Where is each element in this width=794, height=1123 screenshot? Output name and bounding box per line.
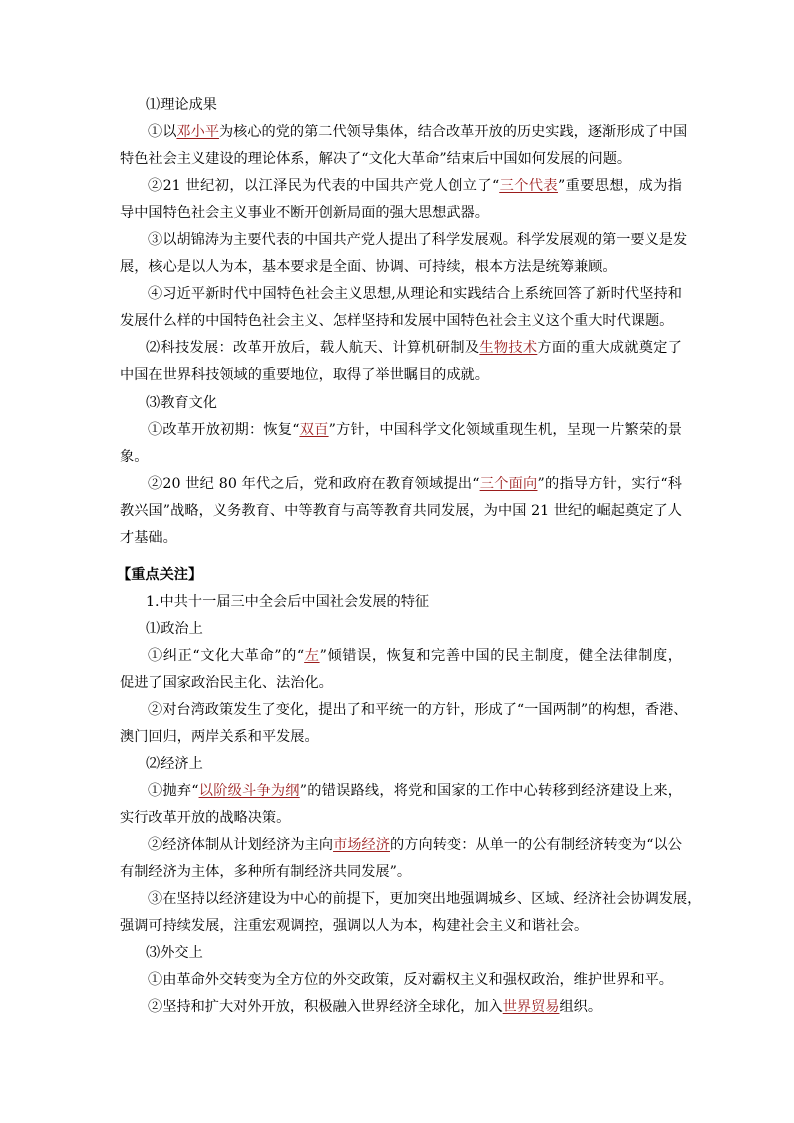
paragraph-line: ④习近平新时代中国特色社会主义思想,从理论和实践结合上系统回答了新时代坚持和 [148, 286, 682, 302]
paragraph-line: ①改革开放初期：恢复“双百”方针，中国科学文化领域重现生机，呈现一片繁荣的景 [148, 422, 682, 438]
heading-theory-achievements: ⑴理论成果 [146, 97, 217, 113]
paragraph-line: ②20 世纪 80 年代之后，党和政府在教育领域提出“三个面向”的指导方针，实行“科 [148, 476, 682, 492]
paragraph-line: ①抛弃“以阶级斗争为纲”的错误路线，将党和国家的工作中心转移到经济建设上来， [148, 783, 682, 799]
link-world-trade[interactable]: 世界贸易 [502, 999, 560, 1015]
paragraph-line: ①以邓小平为核心的党的第二代领导集体，结合改革开放的历史实践，逐渐形成了中国 [148, 124, 688, 140]
paragraph-line: 澳门回归，两岸关系和平发展。 [120, 729, 319, 745]
link-three-orientations[interactable]: 三个面向 [479, 476, 538, 492]
paragraph-line: ①纠正“文化大革命”的“左”倾错误，恢复和完善中国的民主制度，健全法律制度， [148, 648, 682, 664]
paragraph-line: 教兴国”战略，义务教育、中等教育与高等教育共同发展，为中国 21 世纪的崛起奠定了人 [120, 503, 682, 519]
paragraph-line: ③以胡锦涛为主要代表的中国共产党人提出了科学发展观。科学发展观的第一要义是发 [148, 232, 688, 248]
heading-education-culture: ⑶教育文化 [146, 395, 217, 411]
paragraph-line: 实行改革开放的战略决策。 [120, 810, 291, 826]
paragraph-line: ②对台湾政策发生了变化，提出了和平统一的方针，形成了“一国两制”的构想，香港、 [148, 702, 688, 718]
paragraph-line: ③在坚持以经济建设为中心的前提下，更加突出地强调城乡、区域、经济社会协调发展， [148, 891, 702, 907]
paragraph-line: ②经济体制从计划经济为主向市场经济的方向转变：从单一的公有制经济转变为“以公 [148, 837, 682, 853]
paragraph-line: 强调可持续发展，注重宏观调控，强调以人为本，构建社会主义和谐社会。 [120, 918, 589, 934]
link-deng-xiaoping[interactable]: 邓小平 [176, 124, 219, 140]
paragraph-line: 有制经济为主体，多种所有制经济共同发展”。 [120, 864, 412, 880]
paragraph-line: 中国在世界科技领域的重要地位，取得了举世瞩目的成就。 [120, 367, 489, 383]
link-three-represents[interactable]: 三个代表 [499, 178, 558, 194]
paragraph-line: ②坚持和扩大对外开放，积极融入世界经济全球化，加入世界贸易组织。 [148, 999, 603, 1015]
paragraph-line: 导中国特色社会主义事业不断开创新局面的强大思想武器。 [120, 205, 489, 221]
paragraph-line: 促进了国家政治民主化、法治化。 [120, 675, 333, 691]
paragraph-line: ②21 世纪初，以江泽民为代表的中国共产党人创立了“三个代表”重要思想，成为指 [148, 178, 682, 194]
link-class-struggle[interactable]: 以阶级斗争为纲 [198, 783, 300, 799]
link-market-economy[interactable]: 市场经济 [333, 837, 391, 853]
heading-politics: ⑴政治上 [146, 621, 203, 637]
heading-diplomacy: ⑶外交上 [146, 945, 203, 961]
paragraph-line: 才基础。 [120, 530, 177, 546]
link-double-hundred[interactable]: 双百 [299, 422, 329, 438]
paragraph-line: 特色社会主义建设的理论体系，解决了“文化大革命”结束后中国如何发展的问题。 [120, 151, 632, 167]
section-heading-key-focus: 【重点关注】 [117, 567, 203, 583]
paragraph-line: ①由革命外交转变为全方位的外交政策，反对霸权主义和强权政治，维护世界和平。 [148, 972, 673, 988]
subheading-features: 1.中共十一届三中全会后中国社会发展的特征 [146, 594, 430, 610]
heading-economy: ⑵经济上 [146, 756, 203, 772]
paragraph-line: ⑵科技发展：改革开放后，载人航天、计算机研制及生物技术方面的重大成就奠定了 [146, 340, 682, 356]
paragraph-line: 展，核心是以人为本，基本要求是全面、协调、可持续，根本方法是统筹兼顾。 [120, 259, 617, 275]
link-biotechnology[interactable]: 生物技术 [479, 340, 538, 356]
paragraph-line: 象。 [120, 449, 149, 465]
link-left-error[interactable]: 左 [304, 648, 320, 664]
paragraph-line: 发展什么样的中国特色社会主义、怎样坚持和发展中国特色社会主义这个重大时代课题。 [120, 313, 674, 329]
